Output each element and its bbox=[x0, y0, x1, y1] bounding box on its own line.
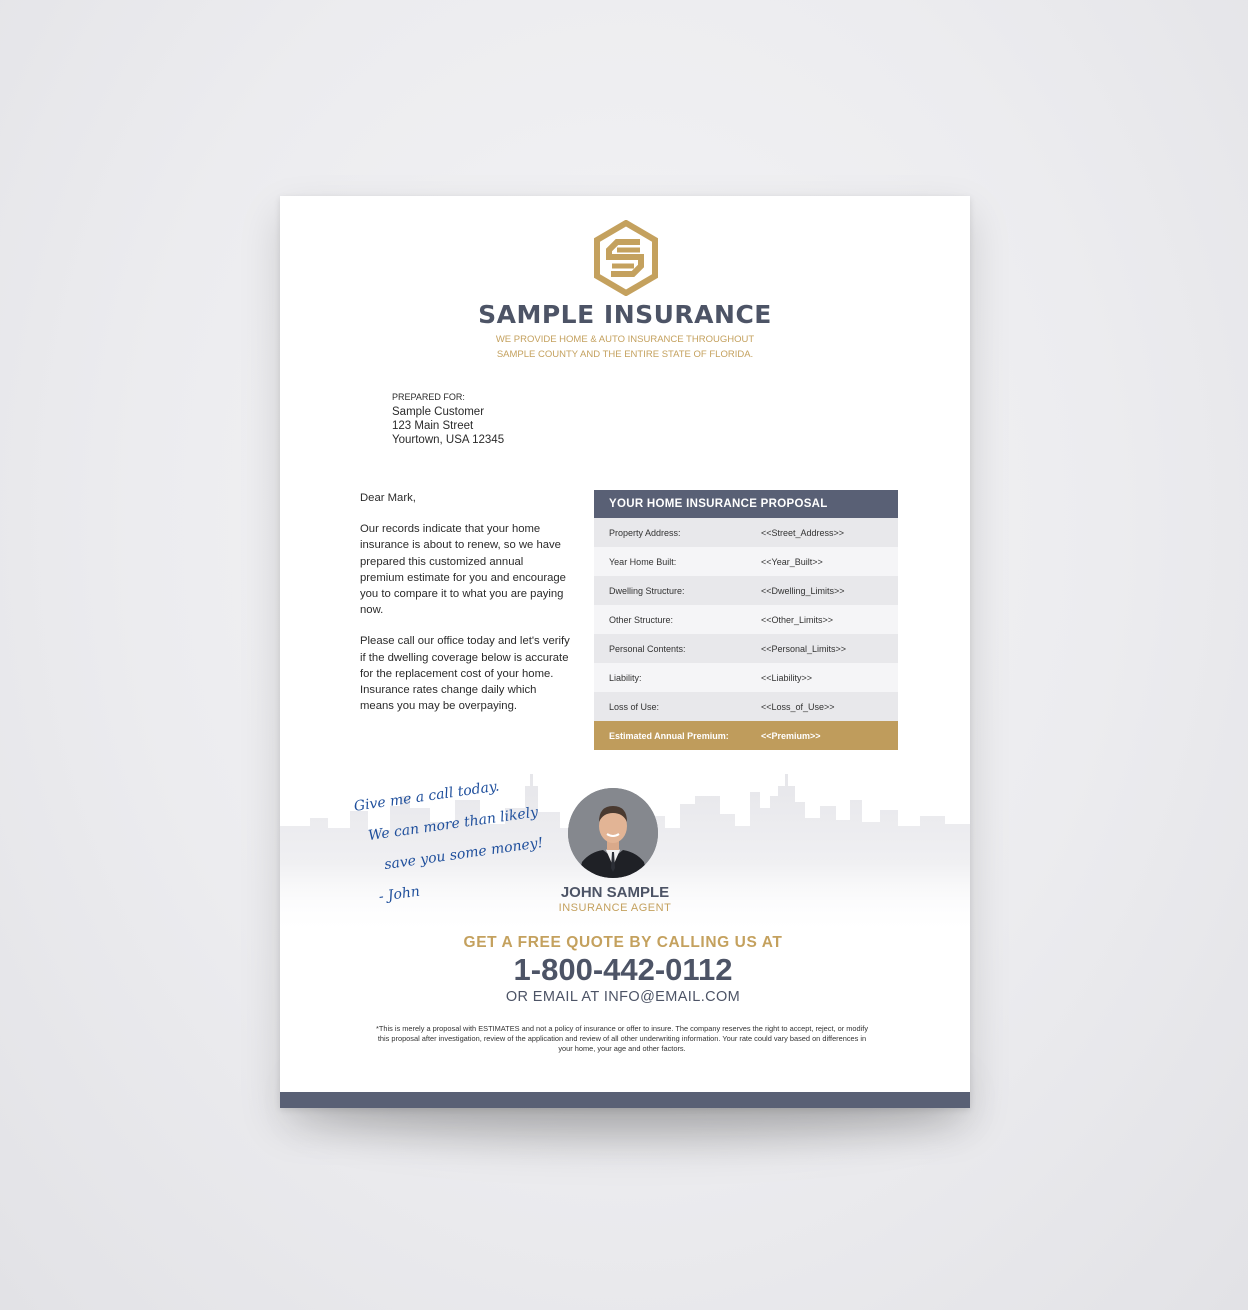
letter-greeting: Dear Mark, bbox=[360, 492, 416, 504]
proposal-row-label: Personal Contents: bbox=[609, 643, 686, 654]
proposal-row-value: <<Other_Limits>> bbox=[761, 614, 834, 625]
bottom-accent-bar bbox=[280, 1092, 970, 1108]
proposal-total-row bbox=[594, 721, 898, 750]
premium-label: Estimated Annual Premium: bbox=[609, 730, 729, 741]
tagline-line-2: SAMPLE COUNTY AND THE ENTIRE STATE OF FLORIDA. bbox=[496, 349, 754, 360]
proposal-title: YOUR HOME INSURANCE PROPOSAL bbox=[594, 490, 898, 518]
note-line-3: save you some money! bbox=[383, 834, 545, 874]
proposal-table bbox=[594, 490, 898, 750]
note-line-2: We can more than likely bbox=[367, 804, 540, 845]
proposal-row bbox=[594, 518, 898, 547]
letter-paragraph-2: Please call our office today and let's verify if the dwelling coverage below is accurate for the replacement cost of your home. Insurance rates change daily which means you may be overpaying. bbox=[360, 635, 570, 713]
customer-name: Sample Customer bbox=[392, 406, 485, 418]
proposal-row-label: Liability: bbox=[609, 672, 642, 683]
proposal-row-label: Property Address: bbox=[609, 527, 681, 538]
proposal-row bbox=[594, 692, 898, 721]
proposal-row-value: <<Dwelling_Limits>> bbox=[761, 585, 845, 596]
phone-number[interactable]: 1-800-442-0112 bbox=[513, 952, 733, 987]
premium-value: <<Premium>> bbox=[761, 730, 821, 741]
proposal-row bbox=[594, 634, 898, 663]
proposal-row-label: Dwelling Structure: bbox=[609, 585, 685, 596]
note-line-1: Give me a call today. bbox=[352, 778, 501, 815]
prepared-for-label: PREPARED FOR: bbox=[392, 392, 465, 402]
agent-title: INSURANCE AGENT bbox=[558, 902, 672, 914]
agent-avatar bbox=[568, 788, 658, 878]
proposal-row-value: <<Loss_of_Use>> bbox=[761, 701, 835, 712]
proposal-row-label: Other Structure: bbox=[609, 614, 674, 625]
proposal-row-value: <<Year_Built>> bbox=[761, 556, 823, 567]
proposal-row bbox=[594, 576, 898, 605]
disclaimer-text: *This is merely a proposal with ESTIMATES and not a policy of insurance or offer to insure. The company reserves the right to accept, reject, or modify this proposal after investigation, review of the application and review of all other underwriting information. Your rate could vary based on differences in your home, your age and other factors. bbox=[375, 1024, 869, 1053]
proposal-row bbox=[594, 663, 898, 692]
brand-name: SAMPLE INSURANCE bbox=[478, 300, 772, 329]
cta-headline: GET A FREE QUOTE BY CALLING US AT bbox=[463, 934, 783, 951]
proposal-row-value: <<Street_Address>> bbox=[761, 527, 845, 538]
agent-portrait bbox=[568, 788, 658, 878]
letter-paragraph-1: Our records indicate that your home insurance is about to renew, so we have prepared this customized annual premium estimate for you and encourage you to compare it to what you are paying now. bbox=[360, 523, 566, 617]
customer-street: 123 Main Street bbox=[392, 420, 474, 432]
prepared-for-block bbox=[392, 392, 504, 447]
proposal-row bbox=[594, 605, 898, 634]
proposal-row-label: Year Home Built: bbox=[609, 556, 677, 567]
email-line[interactable]: OR EMAIL AT INFO@EMAIL.COM bbox=[505, 989, 741, 1005]
tagline-line-1: WE PROVIDE HOME & AUTO INSURANCE THROUGHOUT bbox=[495, 334, 755, 345]
hexagon-s-logo-icon bbox=[593, 220, 659, 296]
agent-name: JOHN SAMPLE bbox=[560, 884, 670, 901]
note-signature: - John bbox=[377, 883, 421, 906]
letter-body bbox=[360, 490, 570, 729]
customer-city: Yourtown, USA 12345 bbox=[392, 434, 505, 446]
proposal-row-value: <<Liability>> bbox=[761, 672, 813, 683]
brand-tagline bbox=[470, 332, 780, 362]
flyer-page bbox=[280, 196, 970, 1108]
proposal-row bbox=[594, 547, 898, 576]
proposal-row-value: <<Personal_Limits>> bbox=[761, 643, 847, 654]
proposal-row-label: Loss of Use: bbox=[609, 701, 660, 712]
